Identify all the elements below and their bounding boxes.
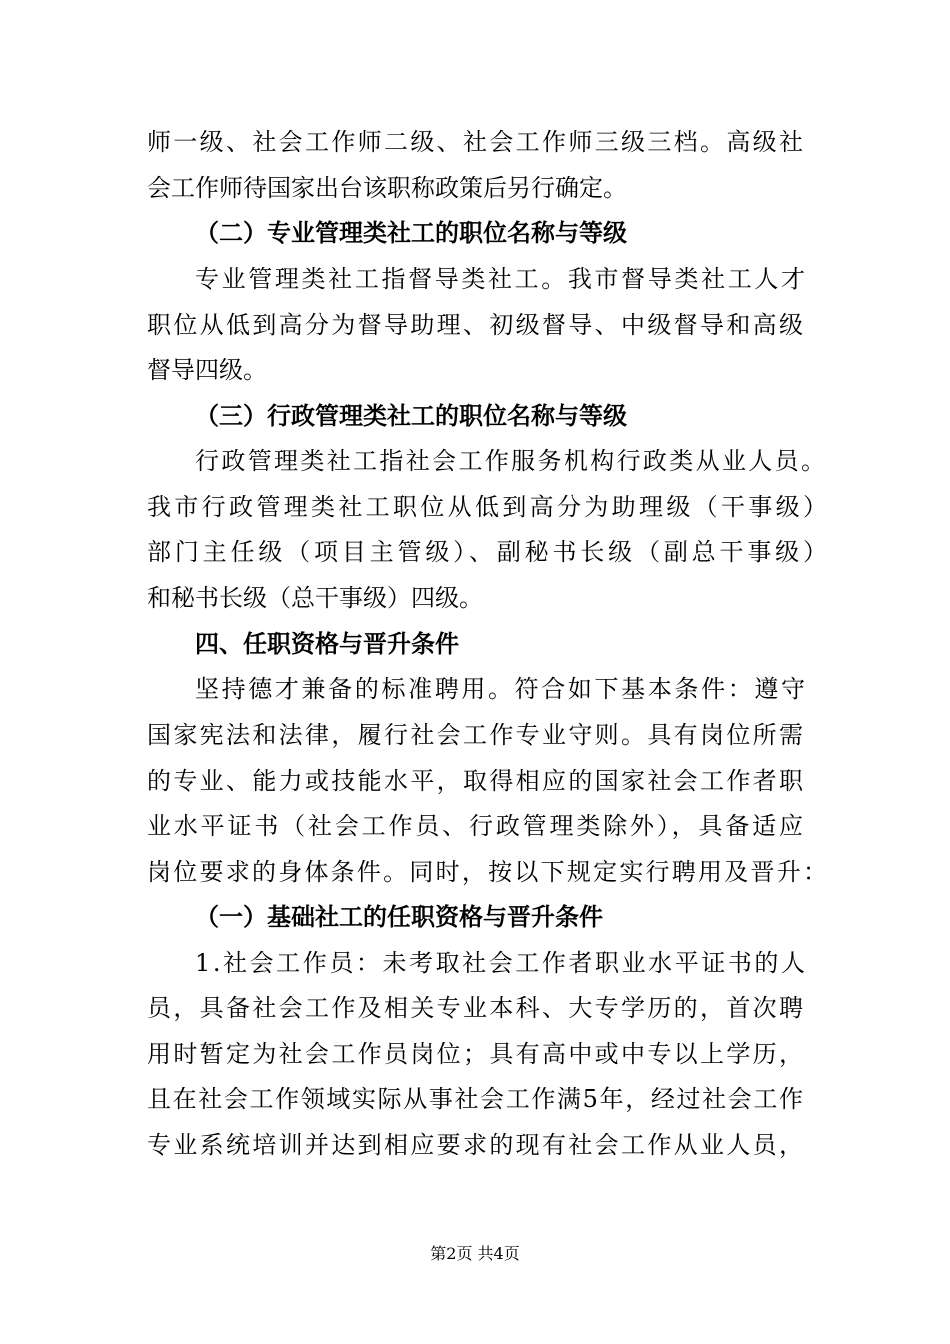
chapter-heading: 四、任职资格与晋升条件 xyxy=(195,630,459,658)
body-line: 坚持德才兼备的标准聘用。符合如下基本条件：遵守 xyxy=(195,675,808,703)
body-line: 岗位要求的身体条件。同时，按以下规定实行聘用及晋升： xyxy=(147,858,830,886)
body-line: 和秘书长级（总干事级）四级。 xyxy=(147,584,483,612)
body-line: 行政管理类社工指社会工作服务机构行政类从业人员。 xyxy=(195,447,828,475)
body-line: 部门主任级（项目主管级）、副秘书长级（副总干事级） xyxy=(147,538,831,566)
body-line: 专业系统培训并达到相应要求的现有社会工作从业人员， xyxy=(147,1131,806,1159)
page-footer: 第2页 共4页 xyxy=(430,1244,520,1263)
body-line: 的专业、能力或技能水平，取得相应的国家社会工作者职 xyxy=(147,767,806,795)
body-line: 业水平证书（社会工作员、行政管理类除外），具备适应 xyxy=(147,812,806,840)
body-line: 会工作师待国家出台该职称政策后另行确定。 xyxy=(147,174,627,202)
body-line: 专业管理类社工指督导类社工。我市督导类社工人才 xyxy=(195,265,808,293)
section-heading: （一）基础社工的任职资格与晋升条件 xyxy=(195,903,603,931)
body-line: 员，具备社会工作及相关专业本科、大专学历的，首次聘 xyxy=(147,994,806,1022)
body-line: 且在社会工作领域实际从事社会工作满5年，经过社会工作 xyxy=(147,1085,805,1113)
body-line: 1.社会工作员：未考取社会工作者职业水平证书的人 xyxy=(195,949,808,977)
body-line: 职位从低到高分为督导助理、初级督导、中级督导和高级 xyxy=(147,311,806,339)
body-line: 用时暂定为社会工作员岗位；具有高中或中专以上学历， xyxy=(147,1040,806,1068)
section-heading: （二）专业管理类社工的职位名称与等级 xyxy=(195,219,627,247)
body-line: 督导四级。 xyxy=(147,356,267,384)
body-line: 师一级、社会工作师二级、社会工作师三级三档。高级社 xyxy=(147,128,806,156)
body-line: 我市行政管理类社工职位从低到高分为助理级（干事级） xyxy=(147,493,831,521)
section-heading: （三）行政管理类社工的职位名称与等级 xyxy=(195,402,627,430)
body-line: 国家宪法和法律，履行社会工作专业守则。具有岗位所需 xyxy=(147,721,806,749)
